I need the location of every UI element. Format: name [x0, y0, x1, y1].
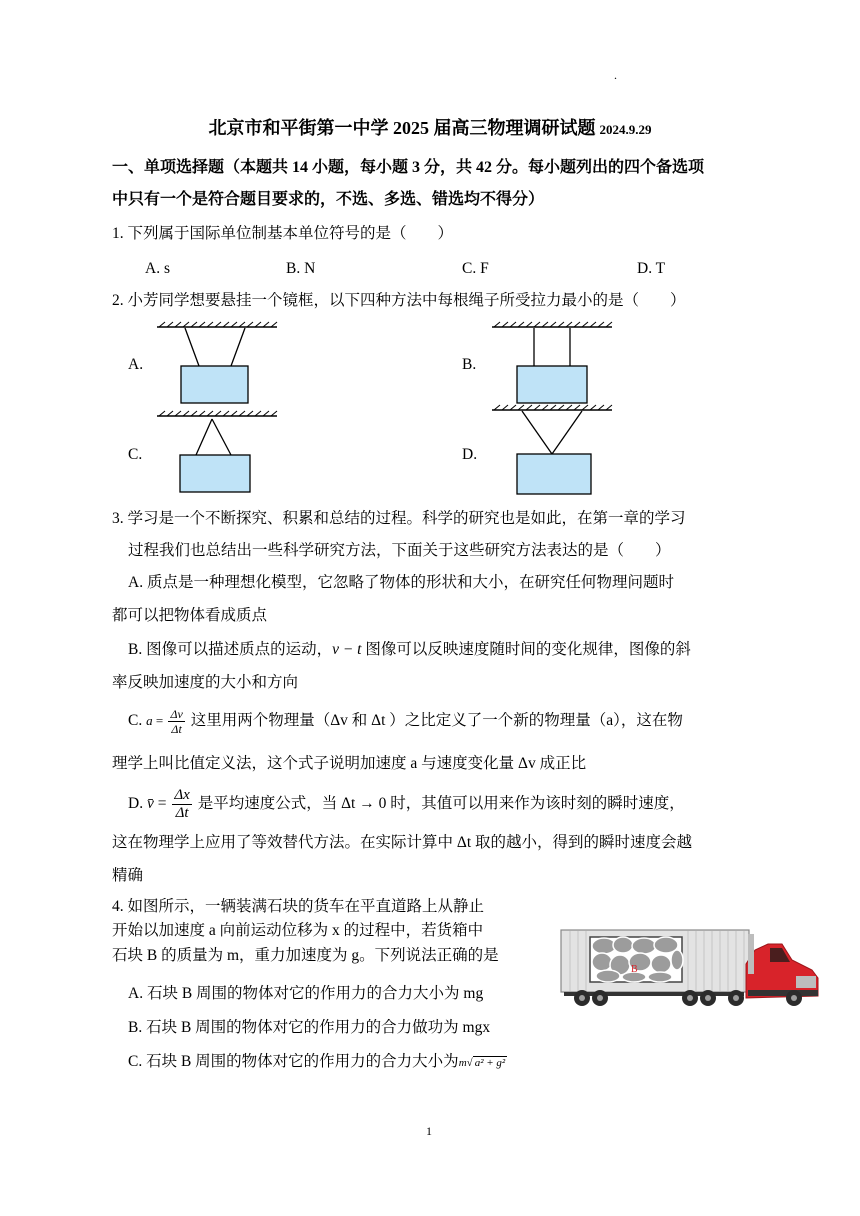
q4-c-formula: m√ a² + g² [458, 1057, 506, 1069]
q2-diagram-b [490, 322, 615, 407]
q1-stem: 1. 下列属于国际单位制基本单位符号的是（ ） [112, 225, 454, 242]
q3-option-b-line2: 率反映加速度的大小和方向 [112, 674, 299, 691]
q3-c-a: a [146, 713, 153, 729]
q1-option-c: C. F [462, 260, 489, 277]
q3-option-c-line1 [128, 707, 683, 736]
q3-d-eq: = [153, 795, 171, 813]
stones [592, 937, 683, 982]
page-number: 1 [426, 1124, 432, 1138]
section-heading-line1: 一、单项选择题（本题共 14 小题，每小题 3 分，共 42 分。每小题列出的四个备选项 [112, 159, 705, 176]
q3-option-d-line1 [128, 787, 685, 822]
q2-label-d: D. [462, 446, 478, 463]
title-date: 2024.9.29 [599, 122, 652, 137]
q2-diagram-d [490, 405, 615, 497]
q3-option-d-line3: 精确 [112, 867, 144, 884]
truck-illustration [560, 924, 822, 1008]
q2-diagram-a [155, 322, 280, 407]
q3-d-label: D. [128, 795, 147, 813]
q3-d-den: Δt [175, 805, 189, 821]
q3-b-pre: B. 图像可以描述质点的运动， [128, 641, 333, 658]
q4-option-c [128, 1052, 507, 1073]
q4-option-b: B. 石块 B 周围的物体对它的作用力的合力做功为 mgx [128, 1019, 491, 1036]
q1-option-b: B. N [286, 260, 316, 277]
q3-d-num: Δx [174, 787, 190, 803]
q2-diagram-c [155, 411, 280, 496]
q3-d-v: v̄ [146, 795, 154, 813]
stone-b-label: B [631, 964, 638, 975]
q3-b-vt: v − t [332, 641, 362, 658]
q3-d-fraction [172, 787, 191, 822]
q1-option-d: D. T [637, 260, 666, 277]
q4-stem-line1: 4. 如图所示，一辆装满石块的货车在平直道路上从静止 [112, 898, 485, 915]
title-text: 北京市和平街第一中学 2025 届高三物理调研试题 [208, 118, 596, 138]
q4-stem-line2: 开始以加速度 a 向前运动位移为 x 的过程中，若货箱中 [112, 922, 484, 939]
q3-b-post: 图像可以反映速度随时间的变化规律，图像的斜 [361, 641, 691, 658]
q2-label-a: A. [128, 356, 144, 373]
q2-label-b: B. [462, 356, 477, 373]
q2-label-c: C. [128, 446, 143, 463]
q4-stem-line3: 石块 B 的质量为 m，重力加速度为 g。下列说法正确的是 [112, 947, 499, 964]
q3-option-a-line2: 都可以把物体看成质点 [112, 607, 268, 624]
q3-c-rest: 这里用两个物理量（Δv 和 Δt ）之比定义了一个新的物理量（a），这在物 [186, 712, 683, 730]
q3-d-rest: 是平均速度公式，当 Δt → 0 时，其值可以用来作为该时刻的瞬时速度， [193, 795, 685, 813]
q3-stem-line2: 过程我们也总结出一些科学研究方法，下面关于这些研究方法表达的是（ ） [128, 542, 671, 559]
q3-c-den: Δt [171, 722, 182, 736]
q4-option-a: A. 石块 B 周围的物体对它的作用力的合力大小为 mg [128, 985, 484, 1002]
q2-stem: 2. 小芳同学想要悬挂一个镜框，以下四种方法中每根绳子所受拉力最小的是（ ） [112, 292, 686, 309]
q3-option-b-line1 [128, 640, 691, 660]
q3-c-label: C. [128, 712, 147, 730]
q3-option-a-line1: A. 质点是一种理想化模型，它忽略了物体的形状和大小，在研究任何物理问题时 [128, 574, 674, 591]
q3-c-num: Δv [170, 707, 183, 721]
q4-c-radicand: a² + g² [474, 1057, 506, 1069]
q3-c-fraction [168, 707, 184, 736]
page-title [0, 114, 860, 140]
q4-c-m: m [458, 1057, 467, 1069]
q4-c-pre: C. 石块 B 周围的物体对它的作用力的合力大小为 [128, 1053, 459, 1070]
q3-stem-line1: 3. 学习是一个不断探究、积累和总结的过程。科学的研究也是如此，在第一章的学习 [112, 510, 686, 527]
q3-c-eq: = [152, 713, 167, 729]
q3-option-c-line2: 理学上叫比值定义法，这个式子说明加速度 a 与速度变化量 Δv 成正比 [112, 755, 587, 772]
q3-option-d-line2: 这在物理学上应用了等效替代方法。在实际计算中 Δt 取的越小，得到的瞬时速度会越 [112, 834, 693, 851]
section-heading-line2: 中只有一个是符合题目要求的，不选、多选、错选均不得分） [112, 191, 545, 208]
q1-option-a: A. s [145, 260, 170, 277]
header-dot: . [614, 68, 617, 82]
